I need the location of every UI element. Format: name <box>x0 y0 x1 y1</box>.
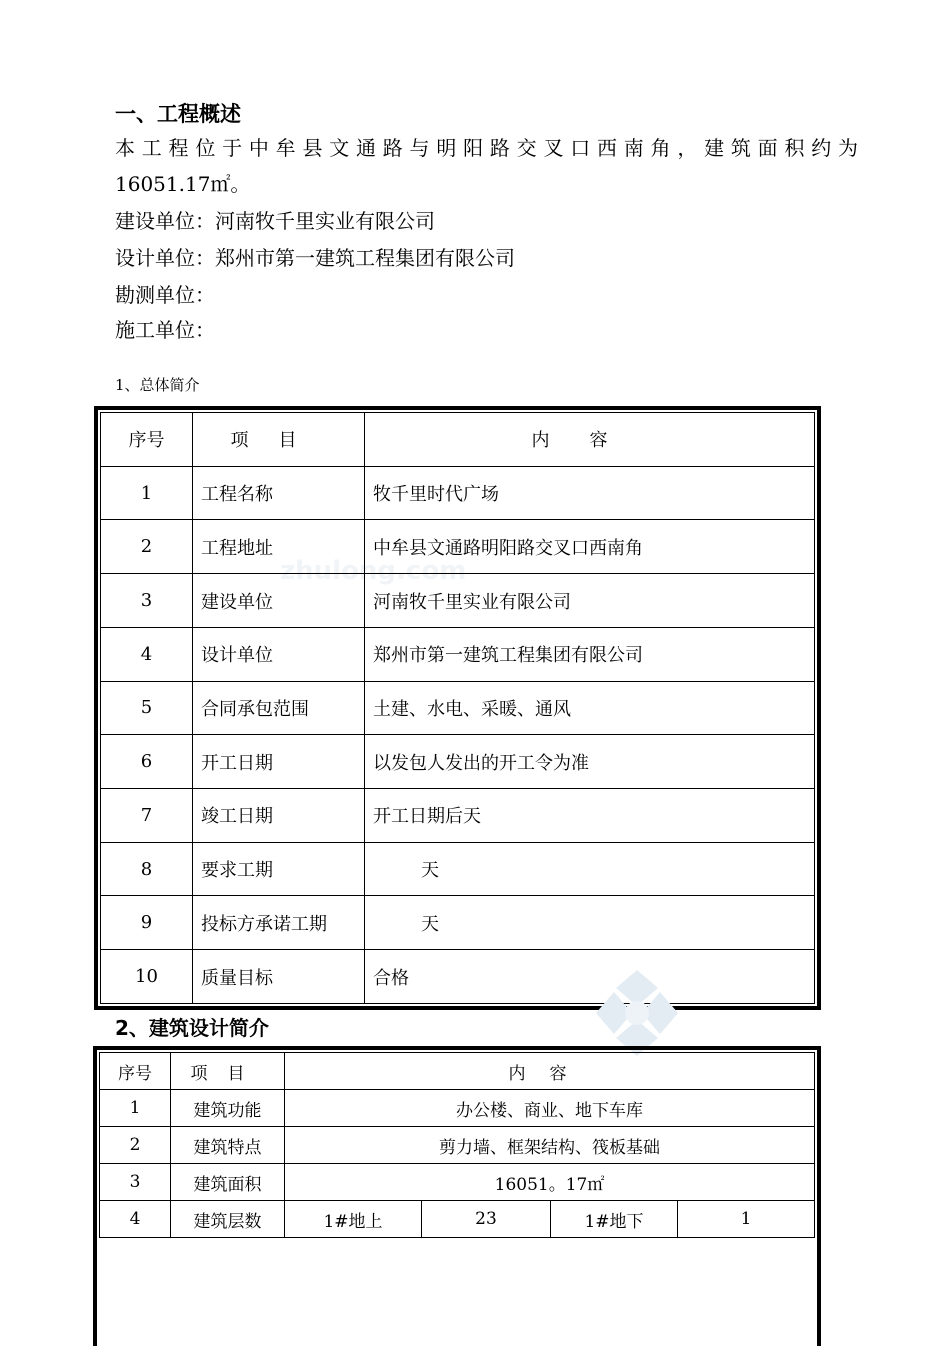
table-header-row <box>101 413 815 467</box>
row-item: 建筑面积 <box>171 1164 285 1201</box>
header-content: 内容 <box>285 1053 815 1090</box>
row-item: 建设单位 <box>193 574 365 628</box>
row-no: 9 <box>101 896 193 950</box>
table-row <box>100 1127 815 1164</box>
table-row <box>101 520 815 574</box>
builder-line: 建设单位：河南牧千里实业有限公司 <box>115 209 435 233</box>
intro-paragraph-line1: 本工程位于中牟县文通路与明阳路交叉口西南角，建筑面积约为 <box>115 136 860 160</box>
section-heading-design: 2、建筑设计简介 <box>115 1016 269 1040</box>
table-row <box>101 681 815 735</box>
row-item: 竣工日期 <box>193 789 365 843</box>
header-no: 序号 <box>100 1053 171 1090</box>
row-item: 建筑功能 <box>171 1090 285 1127</box>
row-content: 天 <box>365 842 815 896</box>
general-info-table <box>94 406 821 1010</box>
row-item: 要求工期 <box>193 842 365 896</box>
row-no: 3 <box>101 574 193 628</box>
row-no: 2 <box>100 1127 171 1164</box>
row-content: 剪力墙、框架结构、筏板基础 <box>285 1127 815 1164</box>
row-no: 7 <box>101 789 193 843</box>
row-no: 1 <box>100 1090 171 1127</box>
row-item: 工程名称 <box>193 466 365 520</box>
table-row <box>101 842 815 896</box>
table-row <box>101 735 815 789</box>
table-row <box>100 1201 815 1238</box>
table-row <box>101 574 815 628</box>
row-no: 5 <box>101 681 193 735</box>
designer-line: 设计单位：郑州市第一建筑工程集团有限公司 <box>115 246 515 270</box>
row-no: 6 <box>101 735 193 789</box>
row-item: 建筑层数 <box>171 1201 285 1238</box>
row-content: 合格 <box>365 950 815 1004</box>
table-row <box>100 1090 815 1127</box>
row-no: 2 <box>101 520 193 574</box>
zhulong-logo-watermark <box>578 968 696 1058</box>
constructor-line: 施工单位： <box>115 318 215 342</box>
row-content: 牧千里时代广场 <box>365 466 815 520</box>
header-item: 项目 <box>193 413 365 467</box>
row-item: 合同承包范围 <box>193 681 365 735</box>
row-content: 天 <box>365 896 815 950</box>
intro-paragraph-line2: 16051.17㎡。 <box>115 172 251 196</box>
table-row <box>101 627 815 681</box>
row-item: 投标方承诺工期 <box>193 896 365 950</box>
row-content: 办公楼、商业、地下车库 <box>285 1090 815 1127</box>
table-row <box>101 896 815 950</box>
table-row <box>101 950 815 1004</box>
header-item: 项目 <box>171 1053 285 1090</box>
row-no: 1 <box>101 466 193 520</box>
header-content: 内容 <box>365 413 815 467</box>
row-content: 河南牧千里实业有限公司 <box>365 574 815 628</box>
floors-above-value: 23 <box>422 1201 551 1238</box>
subsection-title-overview: 1、总体简介 <box>115 376 200 394</box>
row-item: 设计单位 <box>193 627 365 681</box>
section-heading-overview: 一、工程概述 <box>115 102 241 126</box>
floors-below-label: 1#地下 <box>551 1201 678 1238</box>
watermark: zhulong.com <box>280 556 467 586</box>
row-item: 工程地址 <box>193 520 365 574</box>
row-content: 16051。17㎡ <box>285 1164 815 1201</box>
row-no: 4 <box>101 627 193 681</box>
floors-above-label: 1#地上 <box>285 1201 422 1238</box>
row-item: 质量目标 <box>193 950 365 1004</box>
table-row <box>101 789 815 843</box>
row-item: 开工日期 <box>193 735 365 789</box>
row-content: 郑州市第一建筑工程集团有限公司 <box>365 627 815 681</box>
floors-below-value: 1 <box>678 1201 815 1238</box>
surveyor-line: 勘测单位： <box>115 283 215 307</box>
table-row <box>101 466 815 520</box>
row-no: 8 <box>101 842 193 896</box>
row-content: 土建、水电、采暖、通风 <box>365 681 815 735</box>
row-content: 开工日期后天 <box>365 789 815 843</box>
row-content: 中牟县文通路明阳路交叉口西南角 <box>365 520 815 574</box>
header-no: 序号 <box>101 413 193 467</box>
row-content: 以发包人发出的开工令为准 <box>365 735 815 789</box>
table-header-row <box>100 1053 815 1090</box>
design-info-table <box>93 1046 821 1346</box>
table-row <box>100 1164 815 1201</box>
row-no: 4 <box>100 1201 171 1238</box>
row-no: 10 <box>101 950 193 1004</box>
row-item: 建筑特点 <box>171 1127 285 1164</box>
row-no: 3 <box>100 1164 171 1201</box>
